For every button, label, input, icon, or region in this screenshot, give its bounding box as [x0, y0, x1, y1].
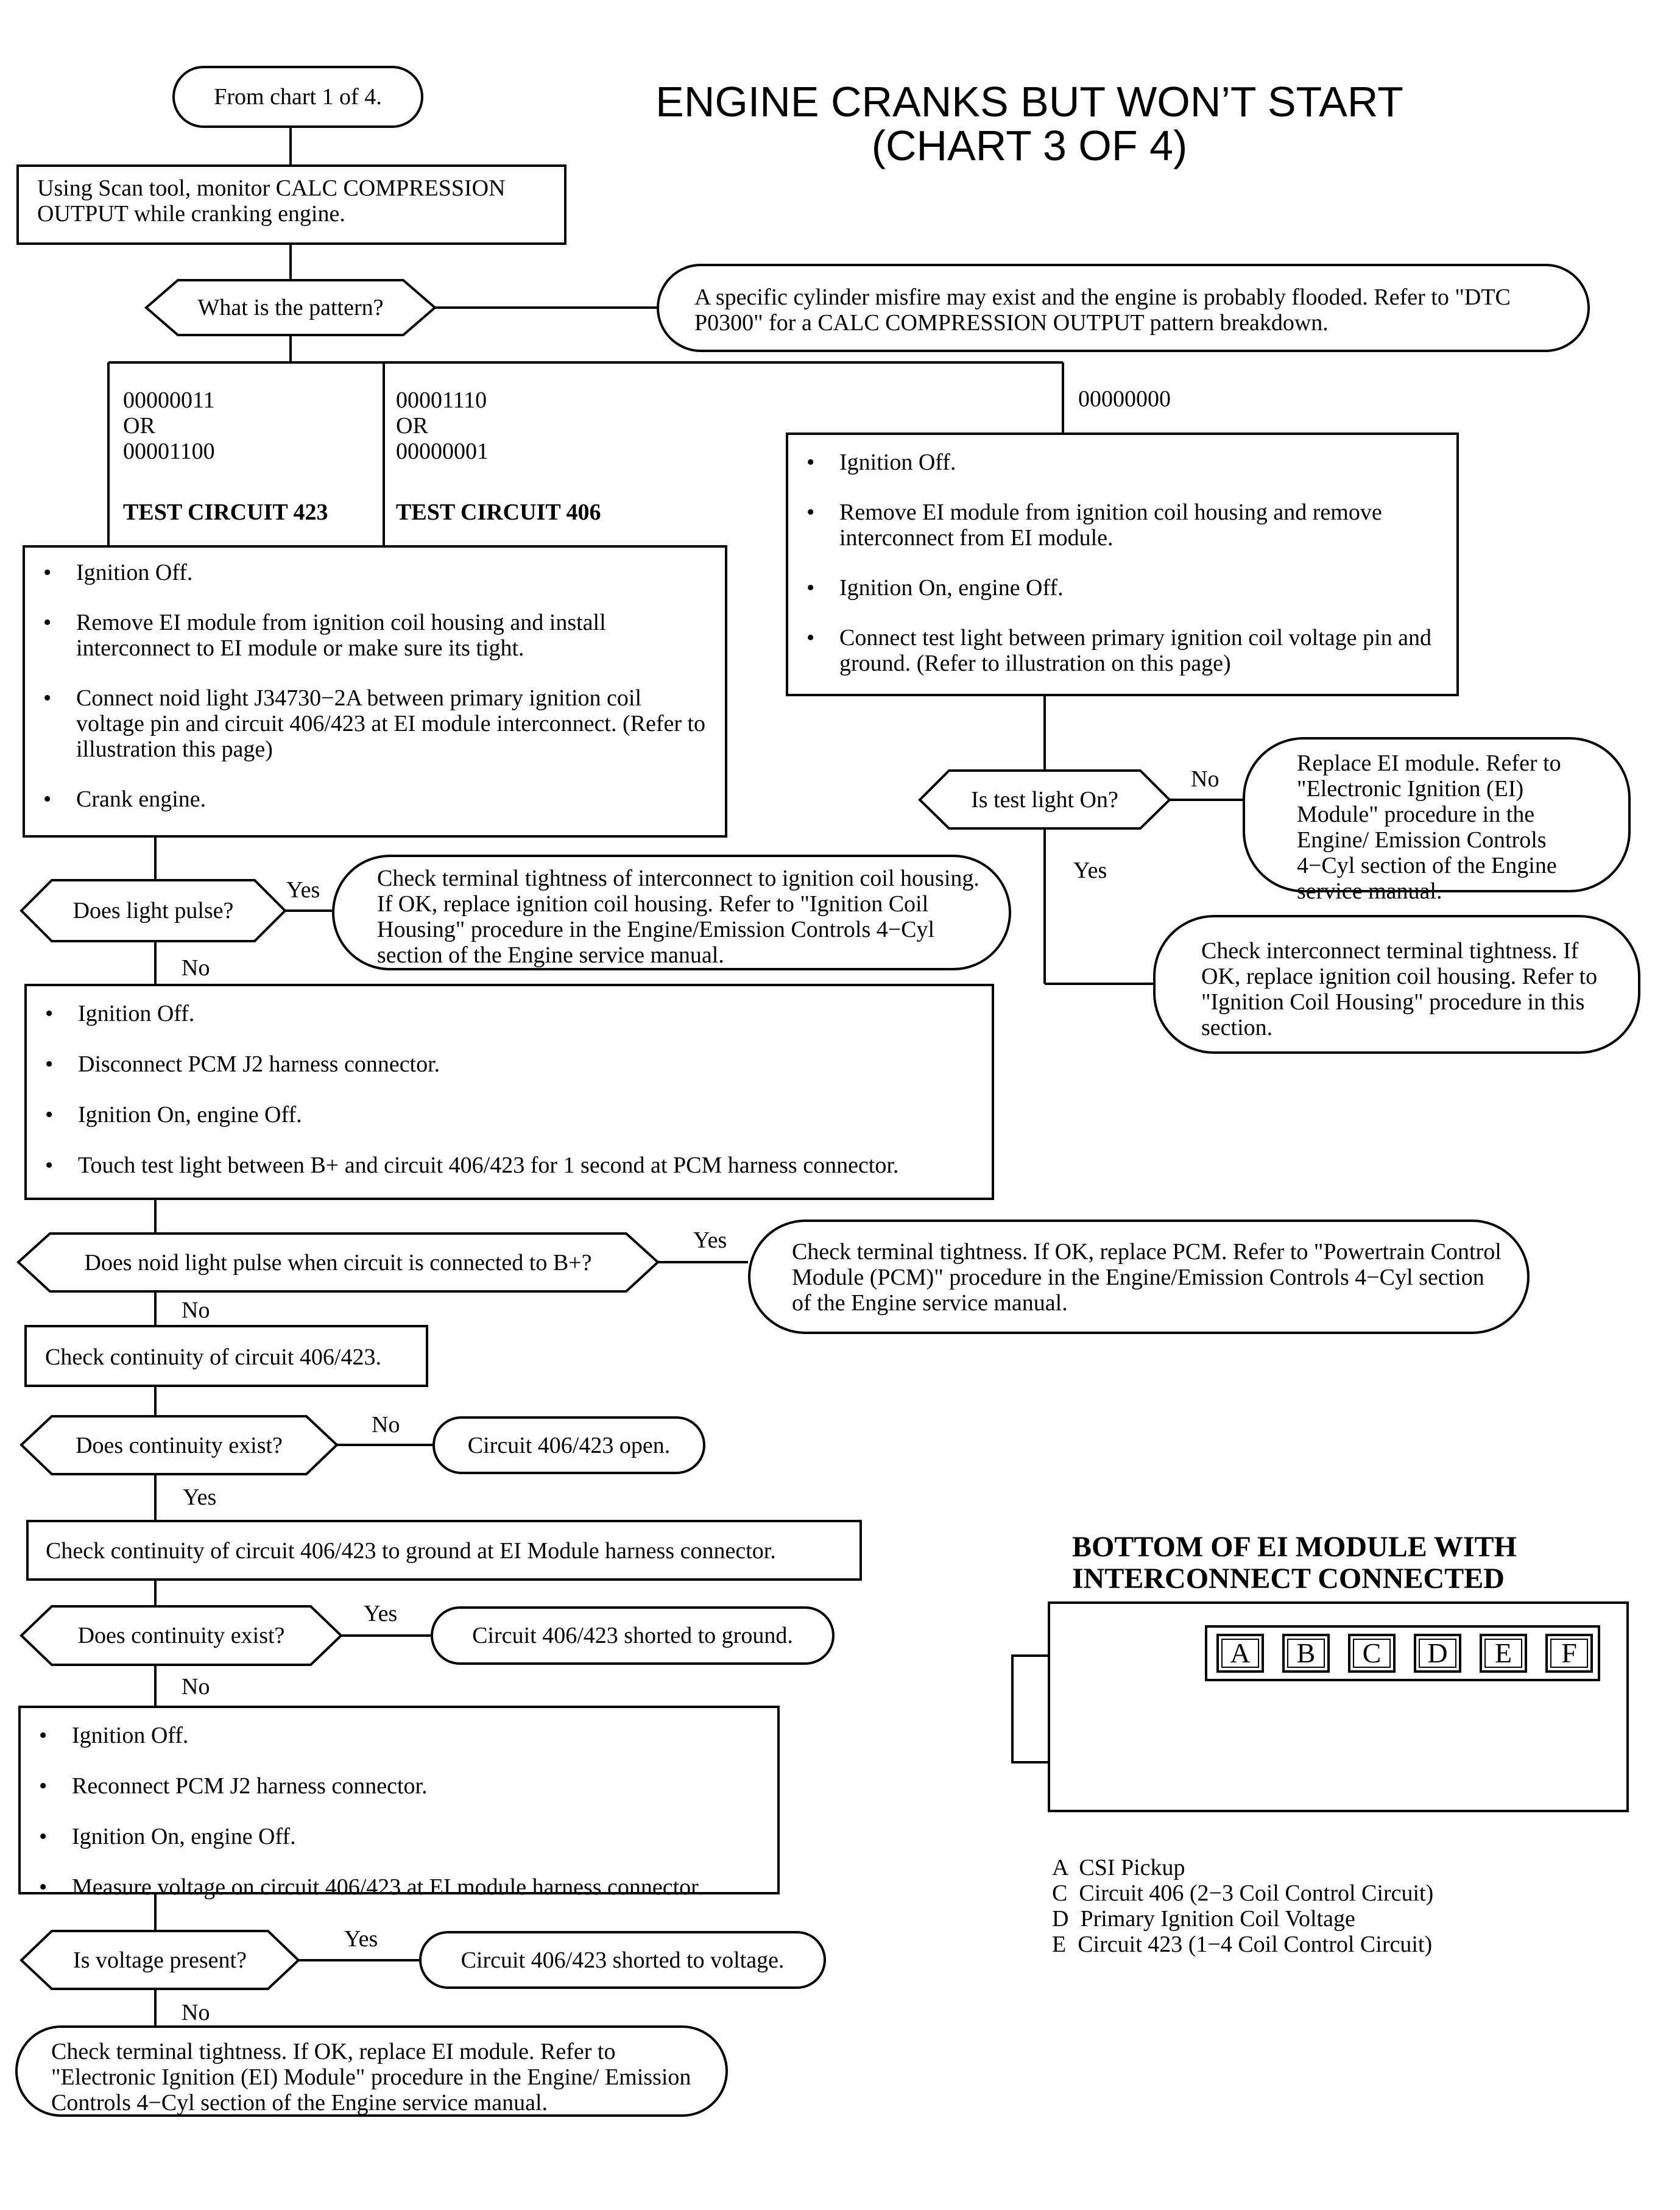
replace-ei-right: Replace EI module. Refer to "Electronic Ignition (EI) Module" procedure in the Engine/ Emission Controls 4−Cyl section of the Engine service manual.: [1243, 737, 1631, 892]
replace-pcm: Check terminal tightness. If OK, replace PCM. Refer to "Powertrain Control Module (PCM)" procedure in the Engine/Emission Controls 4−Cyl section of the Engine service manual.: [748, 1220, 1530, 1334]
noid-light-steps-list: [25, 560, 713, 812]
voltage-no-label: No: [182, 2000, 210, 2025]
ei-legend-c: C Circuit 406 (2−3 Coil Control Circuit): [1052, 1880, 1434, 1906]
voltage-yes-label: Yes: [344, 1926, 378, 1952]
ei-pin-c: C: [1348, 1634, 1396, 1673]
test-light-yes-label: Yes: [1073, 858, 1107, 883]
shorted-ground: Circuit 406/423 shorted to ground.: [431, 1606, 835, 1665]
ei-legend-d: D Primary Ignition Coil Voltage: [1052, 1906, 1355, 1932]
check-continuity-box: Check continuity of circuit 406/423.: [24, 1325, 428, 1387]
test-light-no-label: No: [1191, 766, 1219, 792]
voltage-decision-label: Is voltage present?: [73, 1947, 247, 1973]
voltage-steps-box: [18, 1706, 780, 1900]
noid-bplus-yes-label: Yes: [693, 1227, 727, 1253]
pcm-step-1: • Ignition Off.: [27, 1001, 979, 1026]
ei-module-heading-1: BOTTOM OF EI MODULE WITH: [1072, 1531, 1517, 1563]
right-step-2: • Remove EI module from ignition coil housing and remove interconnect from EI module.: [788, 500, 1444, 551]
ei-legend-a: A CSI Pickup: [1052, 1855, 1185, 1880]
right-step-3: • Ignition On, engine Off.: [788, 575, 1444, 601]
circuit-open: Circuit 406/423 open.: [432, 1416, 705, 1474]
coil-housing-note: Check terminal tightness of interconnect to ignition coil housing. If OK, replace ignition coil housing. Refer to "Ignition Coil Housing" procedure in the Engine/Emission Controls 4−Cyl section of the Engine service manual.: [332, 855, 1011, 970]
pattern-note: A specific cylinder misfire may exist and the engine is probably flooded. Refer to "DTC P0300" for a CALC COMPRESSION OUTPUT pattern breakdown.: [657, 264, 1590, 352]
ei-pin-a: A: [1216, 1634, 1264, 1673]
voltage-steps-list: [21, 1723, 765, 1900]
noid-step-2: • Remove EI module from ignition coil housing and install interconnect to EI module or make sure its tight.: [25, 610, 713, 661]
ei-module-heading-2: INTERCONNECT CONNECTED: [1072, 1562, 1505, 1595]
ei-pin-f: F: [1545, 1634, 1593, 1673]
continuity-2-yes-label: Yes: [364, 1601, 398, 1626]
right-step-1: • Ignition Off.: [788, 450, 1444, 475]
noid-light-steps-box: [23, 545, 727, 838]
ei-legend-e: E Circuit 423 (1−4 Coil Control Circuit): [1052, 1932, 1433, 1957]
voltage-step-4: • Measure voltage on circuit 406/423 at EI module harness connector.: [21, 1874, 765, 1900]
pcm-step-2: • Disconnect PCM J2 harness connector.: [27, 1051, 979, 1077]
check-interconnect: Check interconnect terminal tightness. If OK, replace ignition coil housing. Refer to "Ignition Coil Housing" procedure in this section.: [1153, 915, 1640, 1054]
voltage-step-3: • Ignition On, engine Off.: [21, 1824, 765, 1849]
chart-title-line-1: ENGINE CRANKS BUT WON’T START: [655, 78, 1403, 125]
shorted-voltage: Circuit 406/423 shorted to voltage.: [419, 1931, 826, 1989]
branch-406-heading: TEST CIRCUIT 406: [396, 500, 601, 525]
branch-423-pattern-2: 00001100: [123, 439, 215, 464]
continuity-1-yes-label: Yes: [183, 1485, 217, 1510]
right-step-4: • Connect test light between primary ignition coil voltage pin and ground. (Refer to illustration on this page): [788, 625, 1444, 676]
noid-step-4: • Crank engine.: [25, 786, 713, 812]
branch-406-pattern-1: 00001110: [396, 387, 487, 413]
pcm-steps-list: [27, 1001, 979, 1178]
pcm-step-4: • Touch test light between B+ and circuit 406/423 for 1 second at PCM harness connector.: [27, 1153, 979, 1178]
test-light-decision-label: Is test light On?: [971, 786, 1118, 813]
branch-423-pattern-1: 00000011: [123, 387, 215, 413]
noid-step-1: • Ignition Off.: [25, 560, 713, 585]
light-pulse-yes-label: Yes: [286, 877, 320, 903]
check-ground-box: Check continuity of circuit 406/423 to ground at EI Module harness connector.: [26, 1520, 862, 1581]
continuity-1-decision-label: Does continuity exist?: [76, 1432, 283, 1458]
chart-title-line-2: (CHART 3 OF 4): [871, 122, 1188, 169]
voltage-step-1: • Ignition Off.: [21, 1723, 765, 1748]
noid-bplus-decision-label: Does noid light pulse when circuit is connected to B+?: [84, 1249, 592, 1276]
branch-zero-pattern: 00000000: [1078, 386, 1171, 412]
branch-406-pattern-2: 00000001: [396, 439, 489, 464]
ei-pin-b: B: [1282, 1634, 1330, 1673]
ei-pin-d: D: [1414, 1634, 1461, 1673]
branch-423-or: OR: [123, 413, 155, 439]
continuity-2-no-label: No: [182, 1674, 210, 1700]
continuity-1-no-label: No: [372, 1412, 400, 1438]
noid-bplus-no-label: No: [182, 1297, 210, 1323]
ei-pin-e: E: [1480, 1634, 1527, 1673]
pcm-step-3: • Ignition On, engine Off.: [27, 1102, 979, 1128]
continuity-2-decision-label: Does continuity exist?: [77, 1623, 285, 1648]
replace-ei-final: Check terminal tightness. If OK, replace EI module. Refer to "Electronic Ignition (EI) Module" procedure in the Engine/ Emission Controls 4−Cyl section of the Engine service manual.: [15, 2025, 728, 2117]
noid-step-3: • Connect noid light J34730−2A between primary ignition coil voltage pin and circuit 406/423 at EI module interconnect. (Refer to illustration this page): [25, 685, 713, 762]
pattern-decision-label: What is the pattern?: [197, 295, 384, 320]
start-terminal: From chart 1 of 4.: [172, 66, 423, 128]
right-steps-list: [788, 450, 1444, 676]
pcm-steps-box: [24, 984, 994, 1200]
branch-423-heading: TEST CIRCUIT 423: [123, 500, 328, 525]
light-pulse-no-label: No: [182, 955, 210, 981]
light-pulse-decision-label: Does light pulse?: [72, 898, 234, 923]
branch-406-or: OR: [396, 413, 428, 439]
right-steps-box: [786, 432, 1459, 696]
monitor-step-box: Using Scan tool, monitor CALC COMPRESSION OUTPUT while cranking engine.: [16, 164, 566, 245]
voltage-step-2: • Reconnect PCM J2 harness connector.: [21, 1773, 765, 1799]
